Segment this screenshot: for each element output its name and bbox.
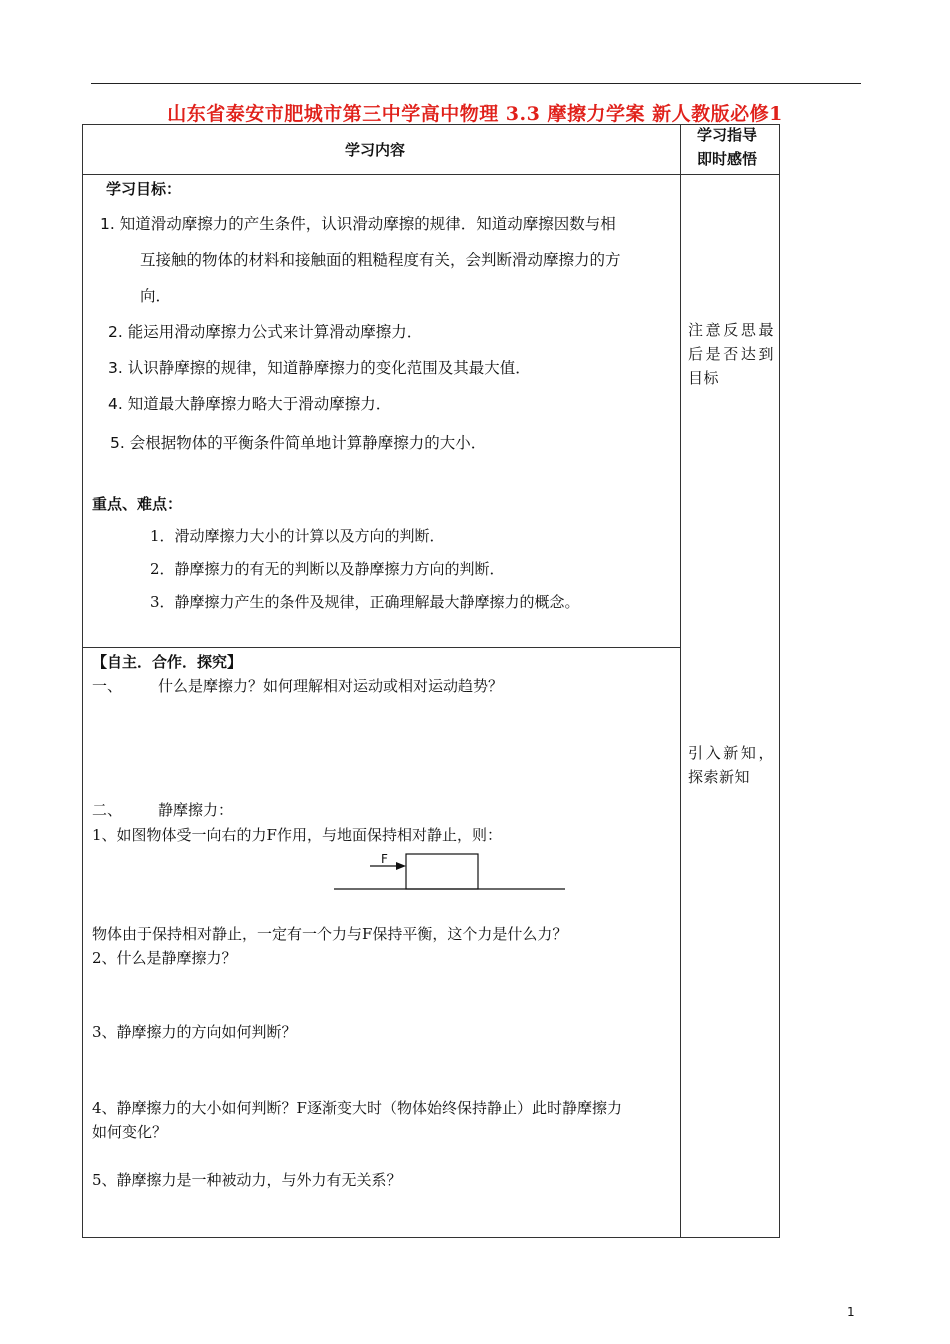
- objectives-heading: 学习目标：: [106, 180, 182, 198]
- question-1: 1、如图物体受一向右的力F作用，与地面保持相对静止，则：: [92, 826, 502, 844]
- force-arrow-head: [396, 862, 406, 870]
- document-title: 山东省泰安市肥城市第三中学高中物理 3.3 摩擦力学案 新人教版必修1: [167, 103, 783, 125]
- question-4-line-2: 如何变化？: [92, 1123, 168, 1141]
- block-rect: [406, 854, 478, 889]
- header-guide-line2: 即时感悟: [697, 150, 758, 168]
- header-content: 学习内容: [345, 141, 406, 159]
- question-4-line-1: 4、静摩擦力的大小如何判断？F逐渐变大时（物体始终保持静止）此时静摩擦力: [92, 1099, 622, 1117]
- section-divider: [82, 647, 680, 648]
- section-2-text: 静摩擦力：: [158, 801, 234, 819]
- objective-3: 3. 认识静摩擦的规律，知道静摩擦力的变化范围及其最大值．: [108, 359, 531, 377]
- header-guide-line1: 学习指导: [697, 126, 758, 144]
- objective-4: 4. 知道最大静摩擦力略大于滑动摩擦力．: [108, 395, 392, 413]
- column-divider: [680, 124, 681, 1238]
- objective-1-line-1: 1. 知道滑动摩擦力的产生条件，认识滑动摩擦的规律．知道动摩擦因数与相: [100, 215, 616, 233]
- force-label: F: [381, 852, 388, 866]
- section-2-number: 二、: [92, 801, 123, 819]
- question-5: 5、静摩擦力是一种被动力，与外力有无关系？: [92, 1171, 402, 1189]
- section-1-number: 一、: [92, 677, 123, 695]
- question-2: 2、什么是静摩擦力？: [92, 949, 237, 967]
- header-rule: [91, 83, 861, 84]
- page-number: 1: [847, 1305, 855, 1319]
- side-note-reflect: 注意反思最后是否达到目标: [688, 321, 774, 387]
- objective-1-line-3: 向．: [140, 287, 172, 305]
- key-point-1: 1．滑动摩擦力大小的计算以及方向的判断．: [150, 527, 445, 545]
- question-1-follow: 物体由于保持相对静止，一定有一个力与F保持平衡，这个力是什么力？: [92, 925, 568, 943]
- force-diagram: [332, 850, 568, 894]
- key-points-heading: 重点、难点：: [92, 495, 183, 513]
- key-point-2: 2．静摩擦力的有无的判断以及静摩擦力方向的判断．: [150, 560, 505, 578]
- objective-2: 2. 能运用滑动摩擦力公式来计算滑动摩擦力．: [108, 323, 423, 341]
- explore-heading: 【自主．合作．探究】: [92, 653, 243, 671]
- side-note-introduce: 引入新知，探索新知: [688, 744, 774, 786]
- key-point-3: 3．静摩擦力产生的条件及规律，正确理解最大静摩擦力的概念。: [150, 593, 580, 611]
- header-row-divider: [82, 174, 780, 175]
- question-3: 3、静摩擦力的方向如何判断？: [92, 1023, 297, 1041]
- objective-5: 5. 会根据物体的平衡条件简单地计算静摩擦力的大小．: [110, 434, 487, 452]
- section-1-text: 什么是摩擦力？如何理解相对运动或相对运动趋势？: [158, 677, 504, 695]
- objective-1-line-2: 互接触的物体的材料和接触面的粗糙程度有关，会判断滑动摩擦力的方: [140, 251, 621, 269]
